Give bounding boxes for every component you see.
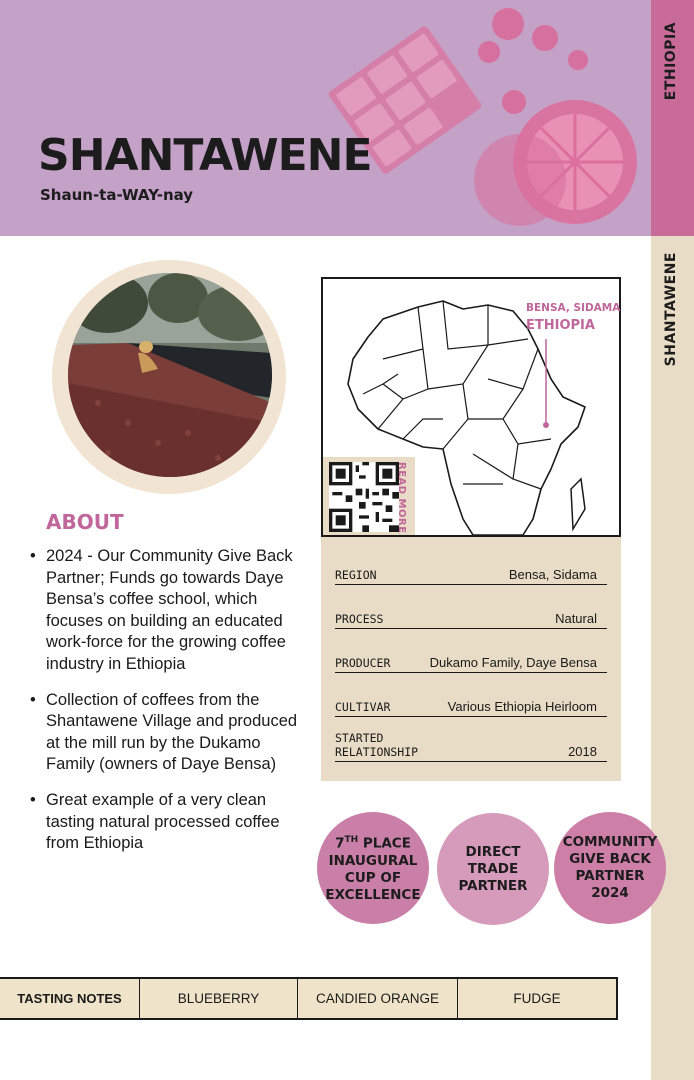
badge-text: CUP OF [344,869,402,886]
badge-text: PLACE [362,835,411,852]
qr-code-icon[interactable] [329,462,399,532]
badge-text: 7 [335,835,345,852]
tasting-note: FUDGE [513,991,561,1006]
about-heading: ABOUT [46,510,124,534]
badge-text: TRADE [467,860,519,877]
info-value: Bensa, Sidama [508,567,597,582]
info-row-started-relationship [335,731,607,762]
info-key: PRODUCER [335,656,391,670]
info-value: 2018 [568,744,597,759]
tasting-notes-bar [0,977,618,1020]
pronunciation: Shaun-ta-WAY-nay [40,186,194,204]
read-more-link[interactable]: READ MORE [396,462,407,534]
header-band [0,0,651,236]
badge-text: INAUGURAL [328,852,418,869]
badge-direct-trade [437,813,549,925]
badge-text: DIRECT [465,843,521,860]
side-tab-name [651,236,694,1080]
info-value: Dukamo Family, Daye Bensa [429,655,597,670]
info-row-producer [335,655,607,673]
page-title: SHANTAWENE [38,130,372,181]
info-key: CULTIVAR [335,700,391,714]
map-location-country: ETHIOPIA [526,318,595,333]
info-row-process [335,611,607,629]
drying-beds-photo [68,273,272,477]
about-item: • Collection of coffees from the Shantawene Village and produced at the mill run by the Dukamo Family (owners of Daye Bensa) [28,690,303,776]
side-tab-name-label: SHANTAWENE [663,252,679,367]
info-table [321,537,621,781]
about-item: • 2024 - Our Community Give Back Partner; Funds go towards Daye Bensa’s coffee school, which focuses on building an educated work-force for the growing coffee industry in Ethiopia [28,546,303,676]
badge-text: PARTNER [458,877,528,894]
tasting-note: BLUEBERRY [140,979,298,1018]
info-row-cultivar [335,699,607,717]
badge-cup-of-excellence [317,812,429,924]
side-tab-country-label: ETHIOPIA [663,22,679,101]
info-key: PROCESS [335,612,384,626]
badge-text: EXCELLENCE [325,886,421,903]
about-item: • Great example of a very clean tasting natural processed coffee from Ethiopia [28,790,303,855]
badge-text: GIVE BACK [569,851,651,867]
info-row-region [335,567,607,585]
side-tab-country [651,0,694,236]
info-key: STARTED RELATIONSHIP [335,731,419,759]
badge-text: COMMUNITY [562,834,658,850]
badge-text: TH [344,835,359,846]
map-location-region: BENSA, SIDAMA [526,302,621,314]
badge-community-give-back [554,812,666,924]
badge-text: PARTNER [575,868,645,884]
tasting-note: CANDIED ORANGE [298,979,458,1018]
badge-text: 2024 [591,885,629,901]
info-value: Various Ethiopia Heirloom [447,699,597,714]
info-key: REGION [335,568,377,582]
qr-code-area[interactable] [323,457,415,535]
about-list [28,546,303,869]
tasting-notes-label: TASTING NOTES [0,979,140,1018]
info-value: Natural [555,611,597,626]
